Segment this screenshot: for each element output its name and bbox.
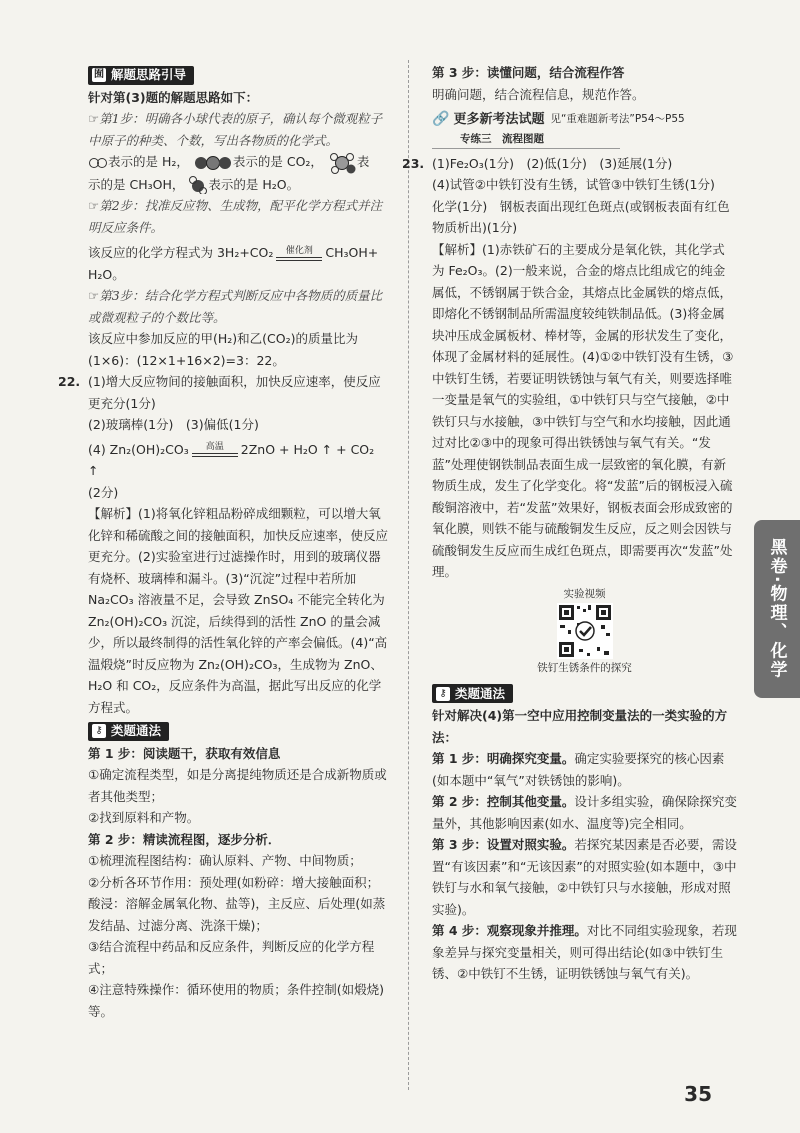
method-step2-c: ③结合流程中药品和反应条件，判断反应的化学方程式；	[88, 939, 375, 976]
q22-answer-4: (4) Zn₂(OH)₂CO₃ 高温 2ZnO + H₂O ↑ + CO₂ ↑	[88, 441, 375, 478]
qr-top-label: 实验视频	[563, 587, 606, 600]
hand-pointer-icon: ☞	[88, 111, 100, 126]
method-step1-b: ②找到原料和产物。	[88, 810, 200, 825]
method-header-right	[432, 684, 513, 703]
link-icon: 🔗	[432, 111, 450, 127]
method-r-step2: 第 2 步：控制其他变量。设计多组实验，确保除探究变量外，其他影响因素(如水、温度等)完全相同。	[432, 794, 737, 831]
reaction-equation-1: 该反应的化学方程式为 3H₂+CO₂ 催化剂 CH₃OH+	[88, 245, 379, 260]
column-divider	[408, 60, 409, 1090]
method-step2-a: ①梳理流程图结构：确认原料、产物、中间物质；	[88, 853, 362, 868]
key-icon: ⚷	[92, 724, 106, 738]
co2-molecule-icon	[193, 156, 233, 170]
top-step3-head: 第 3 步：读懂问题，结合流程作答	[432, 65, 625, 80]
method-r-step1: 第 1 步：明确探究变量。确定实验要探究的核心因素(如本题中“氧气”对铁锈蚀的影响)。	[432, 751, 725, 788]
more-ref: 见“重难题新考法”P54～P55	[550, 113, 685, 125]
more-title: 更多新考法试题	[453, 112, 545, 127]
question-number: 23.	[402, 155, 425, 171]
guide-icon: 囿	[94, 69, 104, 80]
side-tab: 黑卷·物理、化学	[754, 520, 800, 698]
solution-guide-header	[88, 66, 194, 85]
method-r-step3: 第 3 步：设置对照实验。若探究某因素是否必要，需设置“有该因素”和“无该因素”的对照实验(如本题中，③中铁钉与水和氧气接触，②中铁钉只与水接触，形成对照实验)。	[432, 837, 737, 917]
more-subtitle: 专练三 流程图题	[432, 131, 620, 149]
hand-pointer-icon: ☞	[88, 198, 100, 213]
method-step1-a: ①确定流程类型，如是分离提纯物质还是合成新物质或者其他类型；	[88, 767, 387, 804]
solution-guide-title: 解题思路引导	[111, 67, 187, 83]
method-intro: 针对解决(4)第一空中应用控制变量法的一类实验的方法：	[432, 708, 728, 745]
guide-intro: 针对第(3)题的解题思路如下：	[88, 89, 259, 105]
method-step1-head: 第 1 步：阅读题干，获取有效信息	[88, 745, 281, 761]
page-number: 35	[684, 1082, 712, 1106]
q23-analysis: 【解析】(1)赤铁矿石的主要成分是氧化铁，其化学式为 Fe₂O₃。(2)一般来说，合金的熔点比组成它的纯金属低，不锈钢属于铁合金，其熔点比金属铁的熔点低，即熔化不锈钢制品所需温度较纯铁制品低。(3)将金属块冲压成金属板材、棒材等，金属的形状发生了变化，体现了金属材料的延展性。(4)①②中铁钉没有生锈，③中铁钉生锈，若要证明铁锈蚀与氧气有关，则要选择唯一变量是氧气的实验组，①中铁钉只与空气接触，②中铁钉只与水接触，③中铁钉与空气和水均接触，因此通过对比②③中的现象可得出铁锈蚀与氧气有关。“发蓝”处理使钢铁制品表面生成一层致密的氧化膜，有新物质生成，发生了化学变化。将“发蓝”后的钢板浸入硫酸铜溶液中，若“发蓝”效果好，钢板表面会形成致密的氧化膜，则铁不能与硫酸铜发生反应，反之则会因铁与硫酸铜发生反应而生成红色斑点，即需要再次“发蓝”处理。	[432, 241, 734, 579]
method-step2-head: 第 2 步：精读流程图，逐步分析．	[88, 831, 281, 847]
key-icon: ⚷	[436, 687, 450, 701]
q22-answer-2: (2)玻璃棒(1分) (3)偏低(1分)	[88, 417, 259, 432]
question-number: 22.	[58, 374, 81, 389]
method-step2-d: ④注意特殊操作：循环使用的物质；条件控制(如煅烧)等。	[88, 982, 384, 1019]
equation-condition: 催化剂	[276, 247, 322, 261]
hand-pointer-icon: ☞	[88, 288, 100, 303]
molecule-line-2: 示的是 CH₃OH， 表示的是 H₂O。	[88, 174, 388, 196]
qr-caption: 铁钉生锈条件的探究	[537, 661, 632, 674]
qr-block[interactable]	[546, 587, 624, 659]
h2-molecule-icon	[88, 157, 108, 169]
method-title: 类题通法	[111, 723, 162, 739]
q23-answer-2: (4)试管②中铁钉没有生锈，试管③中铁钉生锈(1分) 化学(1分) 钢板表面出现红色斑点(或钢板表面有红色物质析出)(1分)	[432, 177, 730, 235]
question-22	[58, 371, 389, 718]
guide-step1: ☞第1步：明确各小球代表的原子，确认每个微观粒子中原子的种类、个数，写出各物质的化学式。	[88, 111, 383, 148]
q23-answer-1: (1)Fe₂O₃(1分) (2)低(1分) (3)延展(1分)	[432, 155, 673, 171]
qr-code[interactable]	[557, 603, 613, 659]
left-column	[58, 62, 389, 1022]
guide-step2: ☞第2步：找准反应物、生成物，配平化学方程式并注明反应条件。	[88, 198, 383, 235]
mass-ratio-line: 该反应中参加反应的甲(H₂)和乙(CO₂)的质量比为(1×6)：(12×1+16×2)=3：22。	[88, 331, 358, 368]
q22-answer-4-score: (2分)	[88, 484, 119, 500]
top-step3-body: 明确问题，结合流程信息，规范作答。	[432, 86, 645, 102]
method-step2-b: ②分析各环节作用：预处理(如粉碎：增大接触面积；酸浸：溶解金属氧化物、盐等)，主反应、后处理(如蒸发结晶、过滤分离、洗涤干燥)；	[88, 874, 386, 933]
right-column	[402, 62, 737, 985]
h2o-molecule-icon	[188, 176, 208, 194]
method-r-step4: 第 4 步：观察现象并推理。对比不同组实验现象，若现象差异与探究变量相关，则可得出结论(如③中铁钉生锈、②中铁钉不生锈，证明铁锈蚀与氧气有关)。	[432, 923, 737, 981]
reaction-equation-1-tail: H₂O。	[88, 266, 125, 282]
equation-condition: 高温	[192, 443, 238, 457]
molecule-line-1: 表示的是 H₂， 表示的是 CO₂， 表	[88, 151, 388, 174]
q22-analysis: 【解析】(1)将氧化锌粗品粉碎成细颗粒，可以增大氧化锌和稀硫酸之间的接触面积，加快反应速率，使反应更充分。(2)实验室进行过滤操作时，用到的玻璃仪器有烧杯、玻璃棒和漏斗。(3)“沉淀”过程中若所加 Na₂CO₃ 溶液量不足，会导致 ZnSO₄ 不能完全转化为 Zn₂(OH)₂CO₃ 沉淀，后续得到的活性 ZnO 的量会减少，所以最终制得的活性氧化锌的产率会偏低。(4)“高温煅烧”时反应物为 Zn₂(OH)₂CO₃，生成物为 ZnO、H₂O 和 CO₂，反应条件为高温，据此写出反应的化学方程式。	[88, 506, 389, 715]
more-exam-link[interactable]	[432, 109, 737, 131]
method-title-right: 类题通法	[455, 685, 506, 701]
question-23	[402, 153, 737, 583]
q22-answer-1: (1)增大反应物间的接触面积，加快反应速率，使反应更充分(1分)	[88, 374, 381, 411]
ch3oh-molecule-icon	[327, 152, 357, 174]
guide-step3: ☞第3步：结合化学方程式判断反应中各物质的质量比或微观粒子的个数比等。	[88, 288, 383, 325]
method-header	[88, 722, 169, 741]
